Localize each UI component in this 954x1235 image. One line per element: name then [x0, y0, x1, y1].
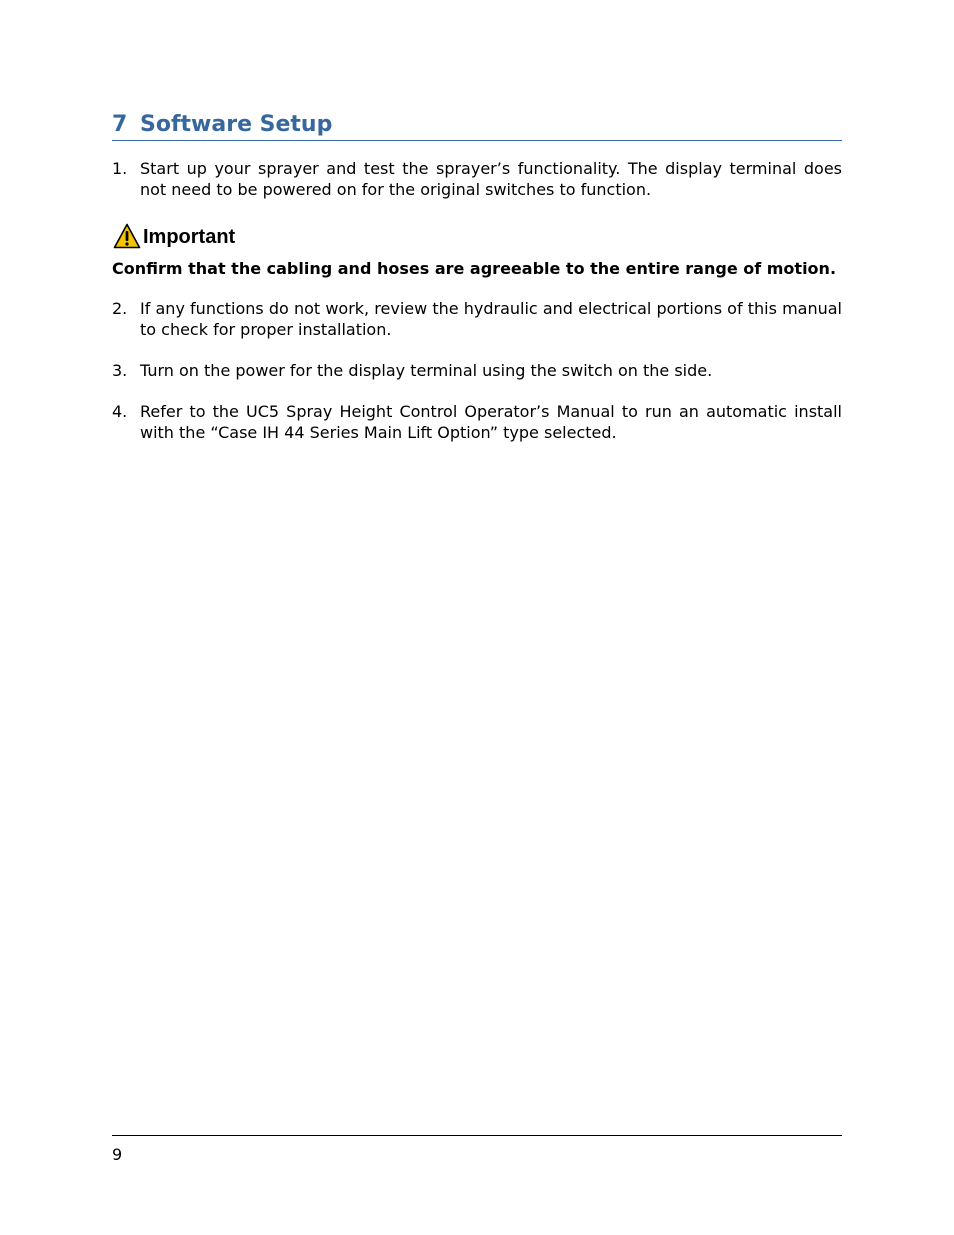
step-text: Start up your sprayer and test the sprayer’s functionality. The display terminal does not need to be powered on for the original switches to function. [140, 159, 842, 199]
step-marker: 1. [112, 159, 128, 178]
step-item [112, 401, 842, 443]
section-title: Software Setup [140, 112, 333, 137]
step-item [112, 360, 842, 381]
step-marker: 4. [112, 402, 128, 421]
section-number: 7 [112, 112, 128, 137]
step-text: Turn on the power for the display terminal using the switch on the side. [140, 361, 713, 380]
footer-divider [112, 1135, 842, 1136]
step-marker: 3. [112, 361, 128, 380]
step-text: Refer to the UC5 Spray Height Control Operator’s Manual to run an automatic install with the “Case IH 44 Series Main Lift Option” type selected. [140, 402, 842, 442]
section-heading [112, 110, 842, 141]
step-text: If any functions do not work, review the hydraulic and electrical portions of this manual to check for proper installation. [140, 299, 842, 339]
step-item [112, 158, 842, 200]
important-callout [113, 223, 413, 251]
important-note: Confirm that the cabling and hoses are agreeable to the entire range of motion. [112, 259, 837, 278]
step-marker: 2. [112, 299, 128, 318]
warning-triangle-icon [113, 223, 141, 249]
important-label: Important [143, 226, 236, 248]
step-item [112, 298, 842, 340]
page-number: 9 [112, 1145, 123, 1164]
